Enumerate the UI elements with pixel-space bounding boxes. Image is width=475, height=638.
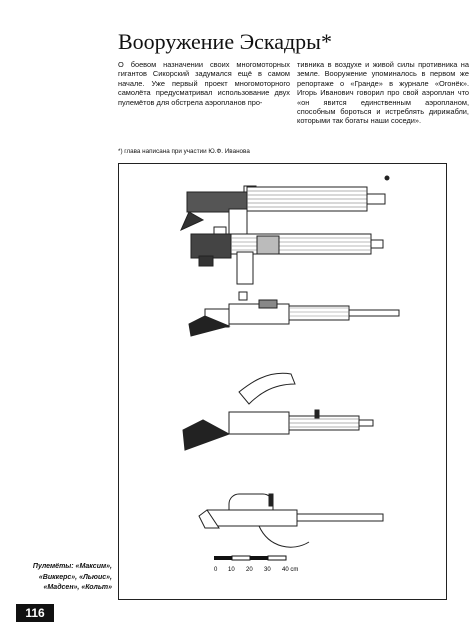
scale-bar	[214, 554, 324, 576]
lewis-gun-illustration	[189, 292, 399, 336]
footnote: *) глава написана при участии Ю.Ф. Иванова	[118, 148, 250, 155]
scale-tick-20: 20	[246, 567, 253, 573]
page-title: Вооружение Эскадры*	[118, 29, 332, 54]
scale-tick-10: 10	[228, 567, 235, 573]
madsen-gun-illustration	[183, 373, 373, 450]
page-number: 116	[16, 604, 54, 622]
text-column-1: О боевом назначении своих многомоторных гигантов Сикорский задумался ещё в самом начале. Уже первый проект многомоторного самолёта предусматривал использование двух пулемётов для обстрела аэропланов про-	[118, 60, 290, 107]
scale-tick-30: 30	[264, 567, 271, 573]
scale-tick-0: 0	[214, 567, 218, 573]
vickers-gun-illustration	[191, 227, 383, 284]
colt-gun-illustration	[199, 494, 383, 547]
text-column-2: тивника в воздухе и живой силы противника на земле. Вооружение упоминалось в первом же репортаже о «Гранде» в журнале «Огонёк». Игорь Иванович говорил про свой аэроплан что «он явится единственным аэропланом, способным бороться и истреблять дирижабли, которыми так богаты наши соседи».	[297, 60, 469, 126]
machine-gun-drawings	[119, 164, 448, 601]
illustration-frame	[118, 163, 447, 600]
scale-tick-40-cm: 40 cm	[282, 567, 299, 573]
figure-caption: Пулемёты: «Максим», «Виккерс», «Льюис», «Мадсен», «Кольт»	[32, 563, 112, 591]
